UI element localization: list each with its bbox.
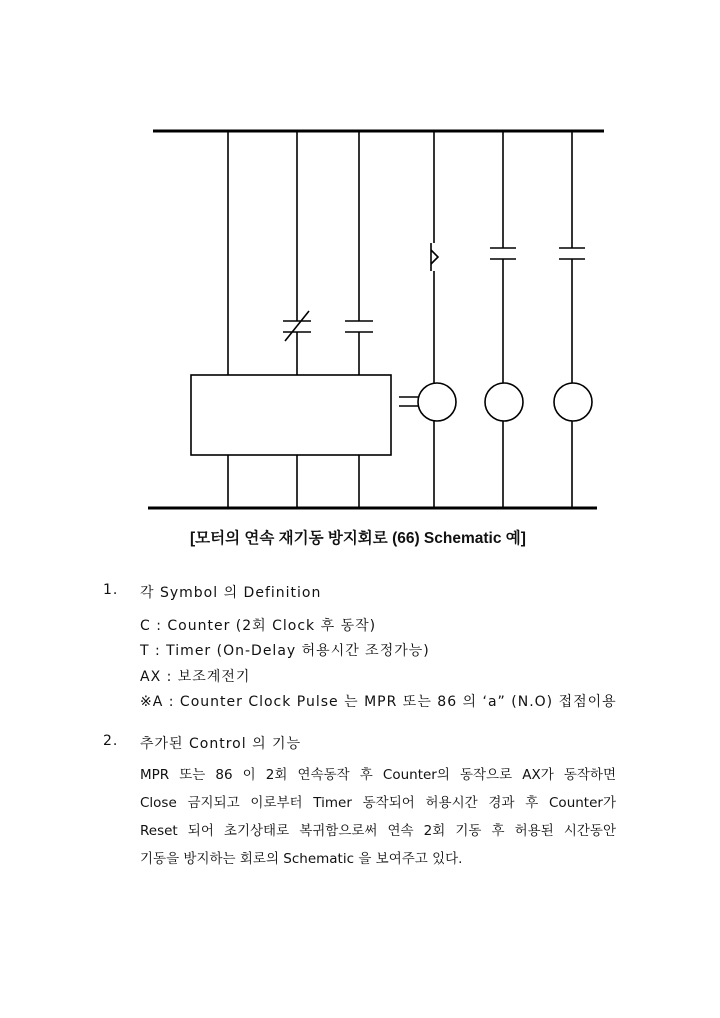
section-1-number: 1. (103, 582, 119, 598)
definition-note: ※A : Counter Clock Pulse 는 MPR 또는 86 의 ‘a” (N.O) 접점이용 (140, 694, 617, 710)
definition-ax: AX : 보조계전기 (140, 669, 251, 685)
section-2-title: 추가된 Control 의 기능 (140, 736, 302, 752)
section-2-number: 2. (103, 733, 119, 749)
section-1-title: 각 Symbol 의 Definition (140, 585, 322, 601)
coil-t (485, 383, 523, 421)
paragraph-line-2: Close 금지되고 이로부터 Timer 동작되어 허용시간 경과 후 Counter가 (140, 795, 616, 811)
definition-counter: C : Counter (2회 Clock 후 동작) (140, 618, 377, 634)
coil-ax (554, 383, 592, 421)
paragraph-line-1: MPR 또는 86 이 2회 연속동작 후 Counter의 동작으로 AX가 동작하면 (140, 767, 616, 783)
figure-caption: [모터의 연속 재기동 방지회로 (66) Schematic 예] (190, 530, 526, 547)
pulse-contact-arrow (431, 250, 438, 264)
paragraph-line-3: Reset 되어 초기상태로 복귀함으로써 연속 2회 기동 후 허용된 시간동안 (140, 823, 616, 839)
definition-timer: T : Timer (On-Delay 허용시간 조정가능) (140, 643, 430, 659)
counter-box (191, 375, 391, 455)
coil-c (418, 383, 456, 421)
paragraph-line-4: 기동을 방지하는 회로의 Schematic 을 보여주고 있다. (140, 851, 463, 867)
